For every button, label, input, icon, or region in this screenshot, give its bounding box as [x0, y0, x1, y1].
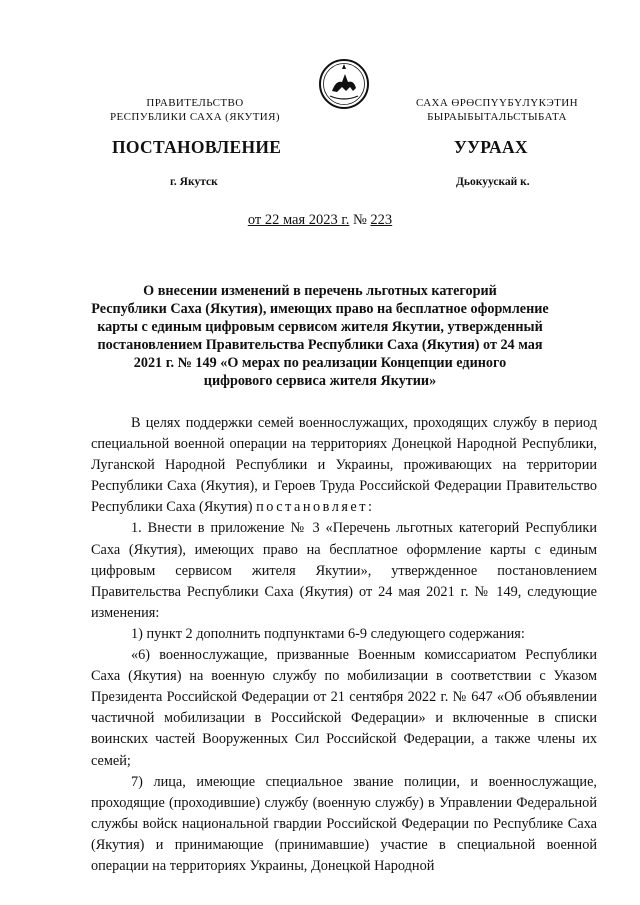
header-org-right — [392, 96, 602, 124]
body-paragraph-preamble — [91, 413, 597, 518]
decree-body — [91, 413, 597, 877]
header-org-left-line: ПРАВИТЕЛЬСТВО — [146, 97, 244, 109]
body-paragraph-subitem-7: 7) лица, имеющие специальное звание полиции, и военнослужащие, проходящие (проходившие) службу (военную службу) в Управлении Федеральной службы войск национальной гвардии Российской Федерации по Республике Саха (Якутия) и принимающие (принимавшие) участие в специальной военной операции на территориях Украины, Донецкой Народной — [91, 773, 597, 874]
city-russian: г. Якутск — [170, 176, 218, 188]
header-org-right-line: САХА ӨРӨСПҮҮБҮЛҮКЭТИН — [416, 97, 578, 109]
header-org-left-line: РЕСПУБЛИКИ САХА (ЯКУТИЯ) — [110, 111, 280, 123]
title-line: 2021 г. № 149 «О мерах по реализации Концепции единого — [133, 355, 507, 371]
body-paragraph-item-1: 1. Внести в приложение № 3 «Перечень льготных категорий Республики Саха (Якутия), имеющих право на бесплатное оформление карты с единым цифровым сервисом жителя Якутии», утвержденное постановлением Правительства Республики Саха (Якутия) от 24 мая 2021 г. № 149, следующие изменения: — [91, 520, 597, 621]
decree-date-number — [0, 212, 640, 229]
header-org-left — [95, 96, 295, 124]
city-yakut: Дьокуускай к. — [456, 176, 530, 188]
title-line: цифрового сервиса жителя Якутии» — [203, 373, 437, 389]
header-org-right-line: БЫРАЫБЫТАЛЬСТЫБАТА — [427, 111, 567, 123]
decree-title — [80, 282, 560, 390]
title-line: Республики Саха (Якутия), имеющих право на бесплатное оформление — [91, 301, 549, 317]
number-sign: № — [349, 212, 371, 228]
decree-number: 223 — [370, 212, 393, 228]
coat-of-arms-emblem — [318, 58, 370, 110]
document-kind-russian: ПОСТАНОВЛЕНИЕ — [112, 137, 282, 157]
title-line: О внесении изменений в перечень льготных категорий — [143, 283, 497, 299]
decree-date: от 22 мая 2023 г. — [247, 212, 350, 228]
document-kind-yakut: УУРААХ — [454, 137, 528, 157]
title-line: постановлением Правительства Республики Саха (Якутия) от 24 мая — [97, 337, 543, 353]
decree-verb: постановляет: — [256, 499, 375, 516]
preamble-text: В целях поддержки семей военнослужащих, проходящих службу в период специальной военной операции на территориях Донецкой Народной Республики, Луганской Народной Республики и Украины, проживающих на территории Республики Саха (Якутия), и Героев Труда Российской Федерации Правительство Республики Саха (Якутия) — [91, 415, 597, 516]
body-paragraph-subitem-1: 1) пункт 2 дополнить подпунктами 6-9 следующего содержания: — [131, 625, 525, 642]
body-paragraph-subitem-6: «6) военнослужащие, призванные Военным комиссариатом Республики Саха (Якутия) на военную службу по мобилизации в соответствии с Указом Президента Российской Федерации от 21 сентября 2022 г. № 647 «Об объявлении частичной мобилизации в Российской Федерации» и включенные в списки воинских частей Вооруженных Сил Российской Федерации, а также члены их семей; — [91, 647, 597, 769]
title-line: карты с единым цифровым сервисом жителя Якутии, утвержденный — [97, 319, 543, 335]
